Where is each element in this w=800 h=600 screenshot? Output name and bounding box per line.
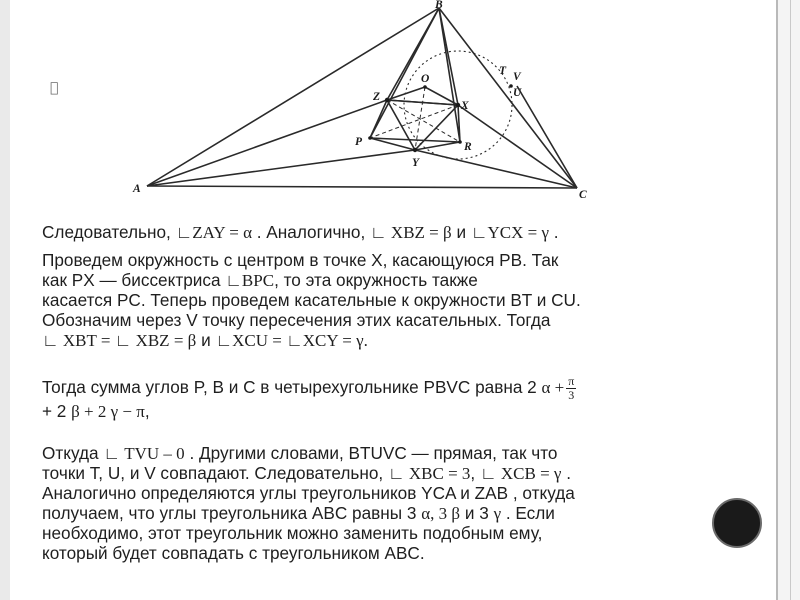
text-line: Аналогично определяются углы треугольников YCA и ZAB , откуда <box>42 483 575 503</box>
text-run: . Если <box>501 503 555 523</box>
label-p: P <box>355 136 363 148</box>
circle-button-icon[interactable] <box>712 498 762 548</box>
math-angle-xbt: ∟ XBT = ∟ XBZ = β <box>42 331 197 350</box>
text-line: касается PC. Теперь проведем касательные к окружности BT и CU. <box>42 290 581 310</box>
slide-right-frame <box>776 0 800 600</box>
line-ay <box>147 150 415 186</box>
text-line: который будет совпадать с треугольником ABC. <box>42 543 425 563</box>
math-gamma: γ <box>493 504 502 523</box>
fraction-numerator: π <box>568 374 575 388</box>
text-run: , <box>470 463 480 483</box>
paragraph-2 <box>42 250 757 350</box>
math-angle-bpc: ∟BPC <box>225 271 275 290</box>
fraction-pi-over-3 <box>566 375 576 402</box>
slide-right-frame-line-inner <box>790 0 791 600</box>
text-run: как PX — биссектриса <box>42 270 226 290</box>
text-run: и 3 <box>460 503 494 523</box>
label-b: B <box>435 0 443 11</box>
math-angle-xbz: ∟ XBZ = β <box>370 223 452 242</box>
label-t: T <box>499 65 507 77</box>
label-c: C <box>579 189 587 201</box>
math-angle-zay: ∟ZAY = α <box>175 223 252 242</box>
math-angle-xbc: ∟ XBC = 3 <box>387 464 471 483</box>
fraction-denominator: 3 <box>568 388 575 402</box>
line-cx <box>458 105 577 188</box>
text-line: Обозначим через V точку пересечения этих касательных. Тогда <box>42 310 551 330</box>
line-xr <box>458 105 460 142</box>
text-run: получаем, что углы треугольника ABC равны 3 <box>42 503 422 523</box>
text-run: Следовательно, <box>42 222 176 242</box>
math-angle-tvu: ∟ TVU – 0 <box>103 444 185 463</box>
label-y: Y <box>412 157 420 169</box>
text-run: . Аналогично, <box>251 222 371 242</box>
text-run: и <box>196 330 216 350</box>
text-run: Тогда сумма углов P, B и C в четырехугольнике PBVC равна 2 <box>42 377 542 398</box>
line-cu <box>517 86 577 188</box>
slide-right-frame-line <box>776 0 778 600</box>
math-alpha-beta: α, 3 β <box>421 504 461 523</box>
label-u: U <box>513 87 522 99</box>
label-r: R <box>464 141 472 153</box>
paragraph-4 <box>42 443 757 563</box>
label-z: Z <box>373 91 381 103</box>
text-run: . <box>548 222 559 242</box>
side-ac <box>147 186 577 188</box>
text-run: , то эта окружность также <box>274 270 478 290</box>
label-v: V <box>513 71 521 83</box>
text-run: Откуда <box>42 443 104 463</box>
label-x: X <box>461 100 469 112</box>
text-run: + 2 <box>42 401 72 421</box>
label-o: O <box>421 73 430 85</box>
math-alpha-plus: α + <box>541 378 565 398</box>
text-run: . <box>561 463 571 483</box>
text-run: точки T, U, и V совпадают. Следовательно, <box>42 463 388 483</box>
slide-left-margin <box>0 0 10 600</box>
text-run: . Другими словами, BTUVC — прямая, так что <box>184 443 558 463</box>
text-run: и <box>451 222 471 242</box>
paragraph-3 <box>42 375 757 421</box>
math-angle-xcu: ∟XCU = ∟XCY = γ. <box>215 331 368 350</box>
geometry-figure <box>125 0 645 205</box>
math-angle-xcb: ∟ XCB = γ <box>479 464 562 483</box>
paragraph-1 <box>42 222 757 242</box>
text-line: Проведем окружность с центром в точке X, касающуюся PB. Так <box>42 250 559 270</box>
text-run: , <box>144 401 150 421</box>
missing-glyph-bullet-icon <box>50 80 58 96</box>
label-a: A <box>133 183 141 195</box>
triangle-zxy <box>387 100 458 150</box>
text-line: необходимо, этот треугольник можно заменить подобным ему, <box>42 523 543 543</box>
math-angle-ycx: ∟YCX = γ <box>470 223 549 242</box>
math-sum: β + 2 γ − π <box>71 402 145 421</box>
